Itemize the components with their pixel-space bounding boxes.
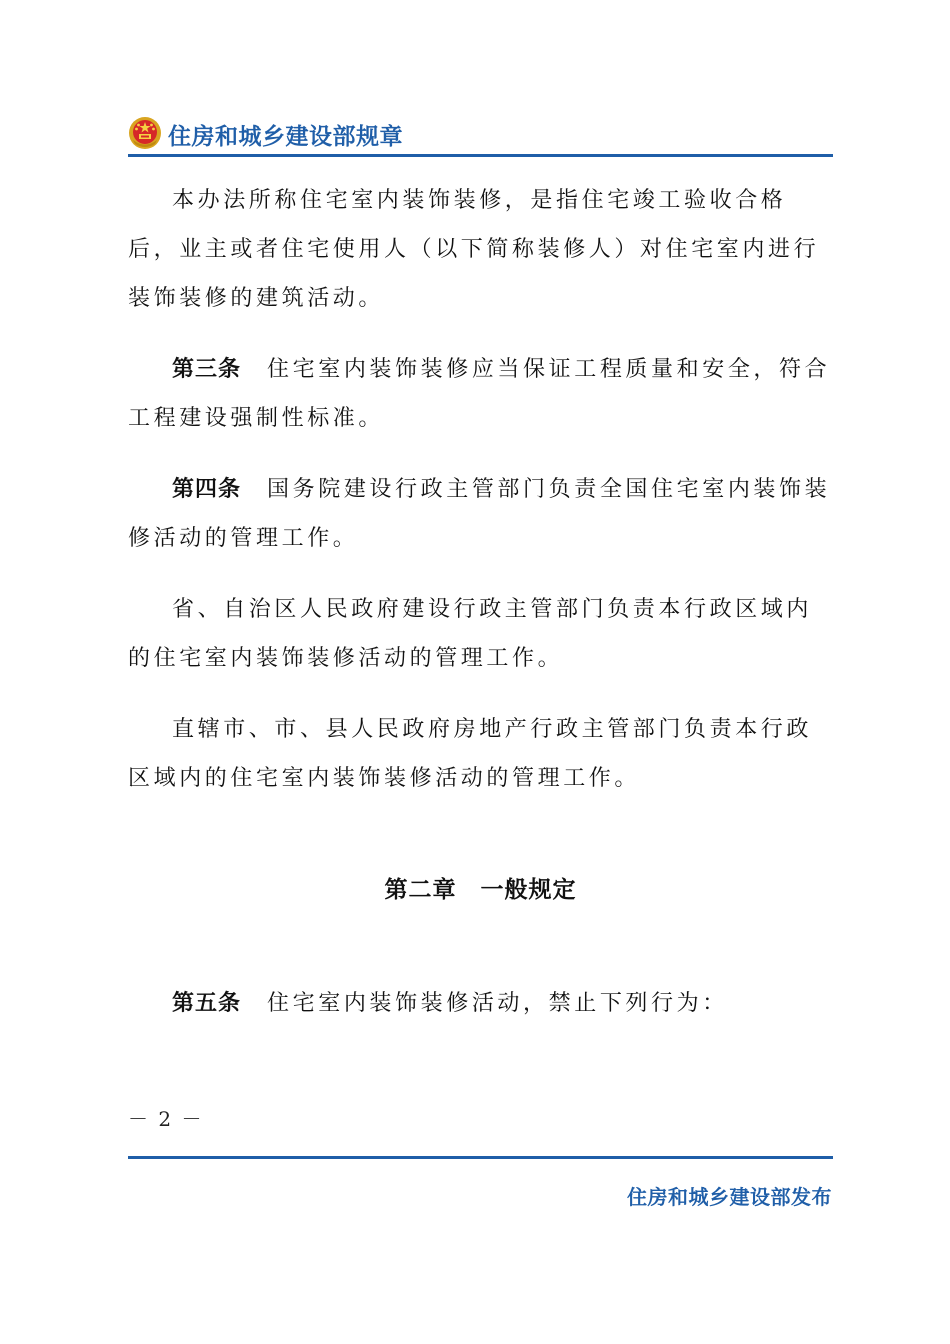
document-body — [128, 176, 833, 1028]
paragraph-text: 国务院建设行政主管部门负责全国住宅室内装饰装修活动的管理工作。 — [128, 477, 831, 551]
article-label: 第四条 — [172, 477, 242, 502]
page-header — [128, 112, 833, 156]
article-label: 第五条 — [172, 991, 242, 1016]
article-5 — [128, 979, 833, 1028]
footer-publisher: 住房和城乡建设部发布 — [627, 1185, 832, 1209]
paragraph-text: 住宅室内装饰装修活动，禁止下列行为： — [267, 991, 728, 1016]
paragraph-text: 直辖市、市、县人民政府房地产行政主管部门负责本行政区域内的住宅室内装饰装修活动的管理工作。 — [128, 717, 813, 791]
paragraph — [128, 705, 833, 803]
footer-divider — [128, 1156, 833, 1159]
paragraph-text: 省、自治区人民政府建设行政主管部门负责本行政区域内的住宅室内装饰装修活动的管理工作。 — [128, 597, 813, 671]
chapter-heading: 第二章 一般规定 — [384, 877, 577, 903]
national-emblem-icon — [128, 116, 162, 150]
paragraph-text: 住宅室内装饰装修应当保证工程质量和安全，符合工程建设强制性标准。 — [128, 357, 831, 431]
paragraph — [128, 585, 833, 683]
article-3 — [128, 345, 833, 443]
header-title: 住房和城乡建设部规章 — [168, 124, 403, 150]
page-number: － 2 － — [128, 1107, 204, 1131]
article-label: 第三条 — [172, 357, 242, 382]
paragraph-text: 本办法所称住宅室内装饰装修，是指住宅竣工验收合格后，业主或者住宅使用人（以下简称装修人）对住宅室内进行装饰装修的建筑活动。 — [128, 188, 820, 311]
header-divider — [128, 154, 833, 157]
paragraph — [128, 176, 833, 323]
article-4 — [128, 465, 833, 563]
